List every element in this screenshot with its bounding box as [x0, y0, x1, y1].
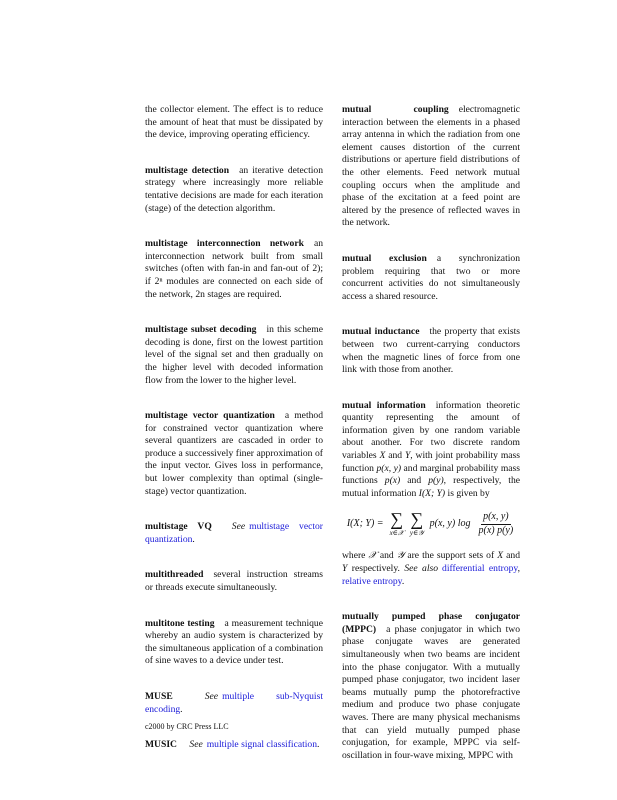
- summation-symbol: ∑: [410, 509, 424, 530]
- entry-mutual-inductance: [342, 326, 520, 376]
- entry-body: [342, 611, 520, 762]
- entry-term: multistage interconnection network: [145, 238, 304, 250]
- entry-body: [342, 253, 520, 303]
- entry-term: multitone testing: [145, 617, 215, 629]
- see-label: See: [204, 691, 219, 702]
- entry-definition: an iterative detection strategy where increasingly more reliable tentative decisions are made for each iteration (stage) of the detection algorithm.: [145, 164, 323, 214]
- right-column: [342, 104, 520, 785]
- formula-term: p(x, y) log: [429, 518, 471, 530]
- entry-body: [145, 691, 323, 716]
- entry-definition: a method for constrained vector quantization where several quantizers are cascaded in order to produce a successively finer approximation of the input vector. Gives loss in performance, but lower complexity than optimal (single-stage) vector quantization.: [145, 410, 323, 497]
- entry-term: MUSIC: [145, 739, 177, 751]
- conjunction: and: [388, 450, 403, 462]
- entry-mutually-pumped-phase-conjugator: [342, 611, 520, 762]
- entry-definition: electromagnetic interaction between the elements in a phased array antenna in which the radiation from one element causes distortion of the current distributions or aperture field distributions of the other elements. Feed network mutual coupling occurs when the amplitude and phase of the excitation at a feed point are altered by the presence of reflected waves in the network.: [342, 104, 520, 229]
- fraction-numerator: p(x, y): [481, 511, 511, 525]
- entry-mutual-exclusion: [342, 253, 520, 303]
- see-label: See: [189, 739, 203, 751]
- math-symbol: 𝒳: [368, 550, 377, 562]
- entry-term: mutually pumped phase conjugator (MPPC): [342, 611, 520, 635]
- entry-definition: a measurement technique whereby an audio system is characterized by the simultaneous application of a combination of sine waves to a device under test.: [145, 617, 323, 667]
- cross-reference-link[interactable]: relative entropy: [342, 575, 402, 587]
- conjunction: and: [379, 550, 394, 562]
- entry-body: [145, 410, 323, 498]
- entry-definition: a phase conjugator in which two phase conjugate waves are generated simultaneously when two beams are incident into the phase conjugator. With a mutually pumped phase conjugator, two incident laser beams mutually pump the photorefractive medium and produce two phase conjugate waves. There are many physical mechanisms that can yield mutually pumped phase conjugation, for example, MPPC via self-oscillation in four-wave mixing, MPPC with: [342, 623, 520, 761]
- entry-music: [145, 739, 323, 752]
- entry-definition: in this scheme decoding is done, first on the lowest partition level of the signal set and then gradually on the higher level with decoded information flow from the lower to the higher level.: [145, 324, 323, 386]
- entry-definition: several instruction streams or threads execute simultaneously.: [145, 569, 323, 594]
- entry-body: [342, 400, 520, 501]
- formula-fraction: [476, 511, 515, 537]
- continuation-paragraph: [145, 104, 323, 142]
- math-symbol: Y: [342, 563, 348, 575]
- entry-term: mutual exclusion: [342, 252, 427, 264]
- conjunction: and: [407, 475, 422, 487]
- entry-body: [145, 238, 323, 301]
- continuation-text: the collector element. The effect is to reduce the amount of heat that must be dissipated by the device, improving operating efficiency.: [145, 104, 323, 141]
- entry-body: [145, 618, 323, 668]
- math-symbol: Y: [404, 450, 411, 462]
- entry-body: [342, 326, 520, 376]
- entry-tail: .: [317, 739, 320, 751]
- entry-term: mutual inductance: [342, 326, 420, 338]
- entry-mutual-coupling: [342, 104, 520, 230]
- math-expression: p(x, y): [376, 462, 402, 474]
- entry-term: multistage VQ: [145, 521, 212, 533]
- cross-reference-link[interactable]: differential entropy: [442, 563, 518, 575]
- math-symbol: X: [497, 550, 504, 562]
- entry-multistage-interconnection-network: [145, 238, 323, 301]
- math-expression: p(y): [428, 475, 444, 487]
- entry-tail: .: [192, 533, 195, 545]
- formula-lhs: I(X; Y) =: [346, 518, 384, 530]
- math-expression: I(X; Y): [418, 487, 446, 499]
- math-symbol: X: [379, 450, 386, 462]
- entry-definition: is given by: [447, 487, 490, 499]
- entry-multistage-vq: [145, 521, 323, 546]
- entry-multitone-testing: [145, 618, 323, 668]
- entry-multithreaded: [145, 569, 323, 594]
- entry-term: multithreaded: [145, 569, 204, 581]
- cross-reference-link[interactable]: multiple signal classification: [206, 739, 318, 751]
- entry-term: multistage subset decoding: [145, 324, 257, 336]
- summation-x: [390, 510, 404, 538]
- explanation-text: are the support sets of: [407, 550, 495, 562]
- explanation-text: respectively.: [351, 563, 400, 575]
- separator: ,: [517, 563, 520, 575]
- fraction-denominator: p(x) p(y): [478, 524, 514, 536]
- entry-definition: an interconnection network built from small switches (often with fan-in and fan-out of 2); if 2ⁿ modules are connected on each side of the network, 2n stages are required.: [145, 238, 323, 300]
- entry-definition: , with joint probability mass function: [342, 450, 521, 474]
- entry-definition: and marginal probability mass functions: [342, 462, 521, 487]
- see-also-label: See also: [404, 563, 439, 575]
- cross-reference-link[interactable]: multiple sub-Nyquist encoding: [145, 691, 323, 715]
- mutual-information-formula: [342, 510, 520, 538]
- summation-symbol: ∑: [390, 509, 404, 530]
- left-column: [145, 104, 323, 775]
- entry-definition: a synchronization problem requiring that two or more concurrent activities do not simultaneously access a shared resource.: [342, 252, 520, 302]
- entry-body: [145, 739, 323, 752]
- entry-multistage-vector-quantization: [145, 410, 323, 498]
- see-label: See: [231, 521, 246, 533]
- cross-reference-link[interactable]: multistage vector quantization: [145, 521, 324, 545]
- entry-tail: .: [401, 575, 405, 587]
- math-expression: p(x): [384, 475, 401, 487]
- math-symbol: 𝒴: [396, 550, 405, 562]
- summation-index: x∈𝒳: [389, 529, 404, 538]
- entry-term: MUSE: [145, 691, 173, 702]
- entry-body: [145, 521, 323, 546]
- entry-term: multistage vector quantization: [145, 410, 275, 422]
- entry-multistage-subset-decoding: [145, 324, 323, 387]
- explanation-text: where: [342, 550, 366, 562]
- entry-term: multistage detection: [145, 164, 230, 176]
- entry-body: [342, 104, 520, 230]
- entry-term: mutual coupling: [342, 104, 449, 115]
- entry-term: mutual information: [342, 399, 426, 411]
- entry-definition: , respectively, the mutual information: [342, 475, 521, 499]
- entry-muse: [145, 691, 323, 716]
- entry-definition: information theoretic quantity representing the amount of information given by one random variable about another. For two discrete random variables: [342, 399, 520, 462]
- entry-mutual-information: [342, 400, 520, 589]
- summation-y: [410, 510, 424, 538]
- conjunction: and: [506, 550, 521, 562]
- entry-definition: the property that exists between two current-carrying conductors when the magnetic lines of force from one link with those from another.: [342, 326, 521, 376]
- summation-index: y∈𝒴: [409, 529, 424, 538]
- entry-body: [145, 569, 323, 594]
- entry-multistage-detection: [145, 165, 323, 215]
- entry-body: [145, 324, 323, 387]
- formula-explanation: [342, 550, 520, 588]
- copyright-footer: c2000 by CRC Press LLC: [145, 722, 229, 731]
- entry-tail: .: [180, 703, 183, 715]
- entry-body: [145, 165, 323, 215]
